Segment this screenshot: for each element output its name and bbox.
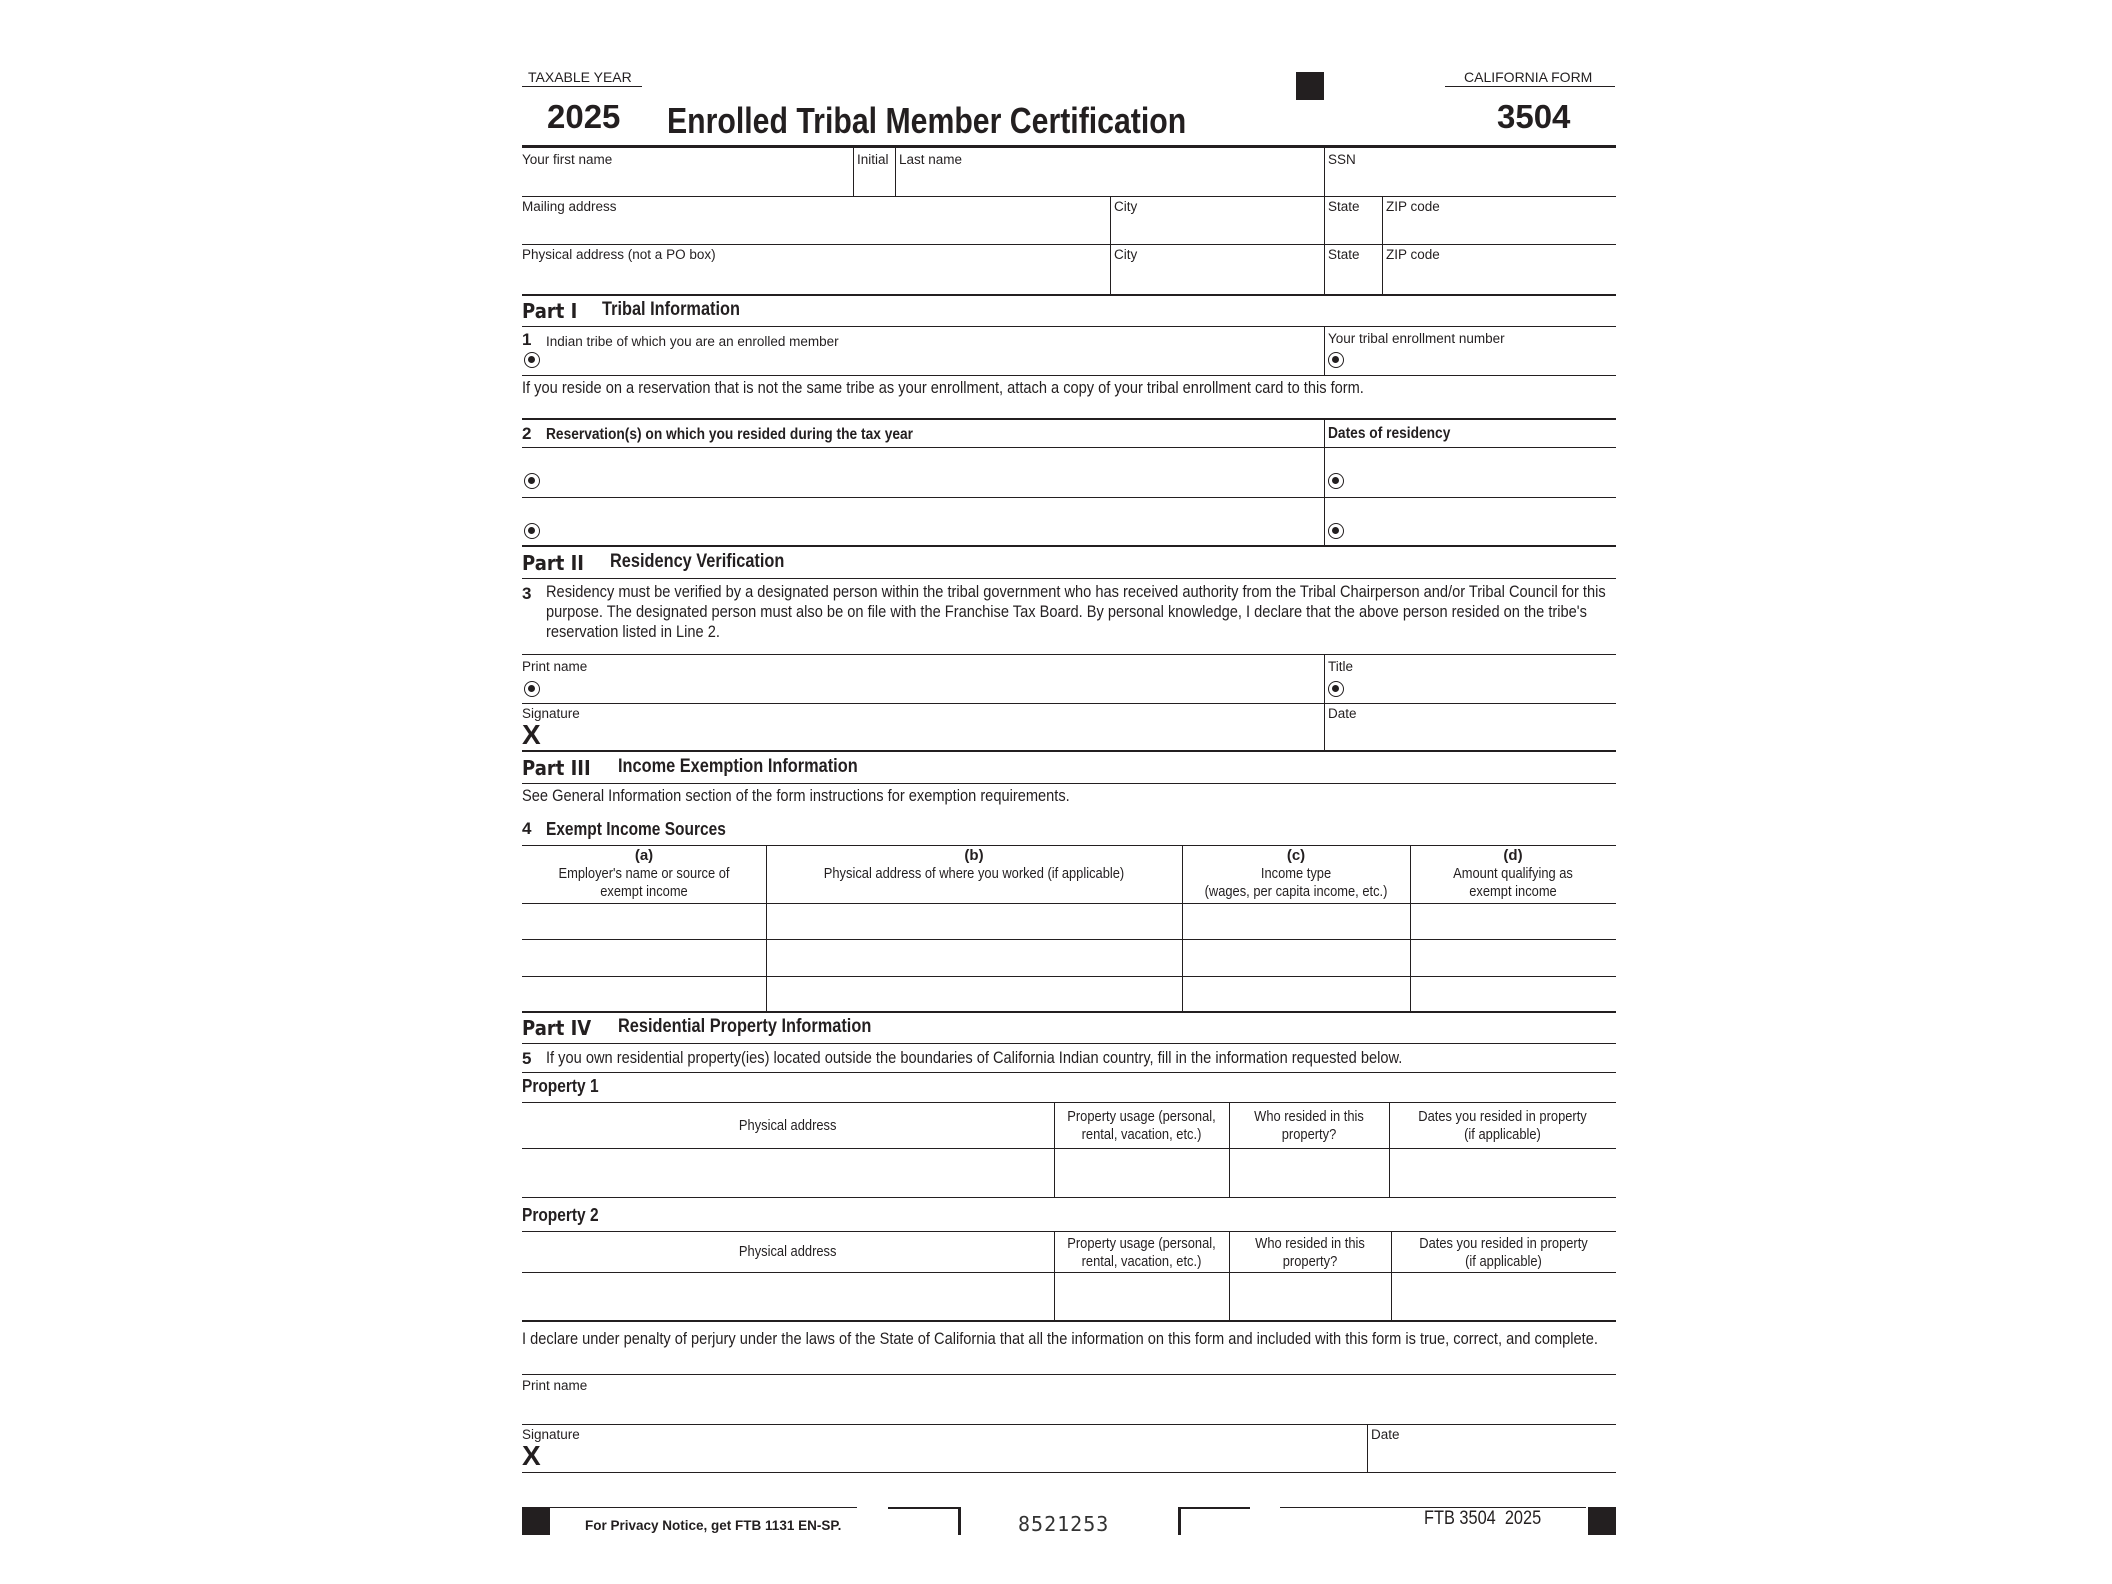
row-rule bbox=[522, 845, 1616, 846]
row-rule bbox=[522, 326, 1616, 327]
col-a-line2: exempt income bbox=[600, 883, 688, 900]
income-2-type-field[interactable] bbox=[1186, 945, 1410, 971]
crop-mark bbox=[1178, 1507, 1181, 1535]
line4-label: Exempt Income Sources bbox=[546, 819, 726, 839]
divider bbox=[1054, 1102, 1055, 1198]
income-3-amount-field[interactable] bbox=[1414, 982, 1616, 1008]
registration-mark-bottom-left bbox=[522, 1507, 550, 1535]
residency-dates-1-field[interactable] bbox=[1352, 469, 1614, 495]
section-rule bbox=[522, 418, 1616, 420]
divider bbox=[1367, 1424, 1368, 1472]
p1-usage-header: Property usage (personal, rental, vacation, etc.) bbox=[1067, 1108, 1216, 1143]
crop-mark bbox=[888, 1507, 960, 1509]
row-rule bbox=[522, 447, 1616, 448]
last-name-label: Last name bbox=[899, 152, 963, 167]
line2-label: Reservation(s) on which you resided during the tax year bbox=[546, 426, 914, 443]
physical-zip-label: ZIP code bbox=[1386, 247, 1440, 262]
reservation-2-radio[interactable] bbox=[524, 523, 540, 539]
divider bbox=[1110, 196, 1111, 244]
residency-dates-1-radio[interactable] bbox=[1328, 473, 1344, 489]
form-title: Enrolled Tribal Member Certification bbox=[667, 100, 1187, 141]
row-rule bbox=[522, 1231, 1616, 1232]
p2-usage-header: Property usage (personal, rental, vacation, etc.) bbox=[1067, 1235, 1216, 1270]
section-rule bbox=[522, 294, 1616, 296]
physical-address-label: Physical address (not a PO box) bbox=[522, 247, 716, 262]
col-d-line2: exempt income bbox=[1469, 883, 1557, 900]
property-1-dates-field[interactable] bbox=[1393, 1160, 1616, 1188]
part3-note: See General Information section of the form instructions for exemption requirements. bbox=[522, 786, 1070, 805]
part1-tag: Part I bbox=[522, 299, 578, 323]
declarant-print-name-label: Print name bbox=[522, 1378, 588, 1393]
california-form-rule bbox=[1445, 86, 1615, 87]
row-rule bbox=[522, 375, 1616, 376]
income-2-employer-field[interactable] bbox=[526, 945, 766, 971]
first-name-field[interactable] bbox=[524, 170, 854, 196]
col-d-header bbox=[1410, 847, 1616, 901]
tax-year: 2025 bbox=[547, 98, 621, 135]
verifier-print-name-label: Print name bbox=[522, 659, 588, 674]
verifier-title-radio[interactable] bbox=[1328, 681, 1344, 697]
line4-number: 4 bbox=[522, 819, 532, 838]
mailing-state-field[interactable] bbox=[1330, 218, 1384, 244]
property-1-address-field[interactable] bbox=[526, 1160, 1054, 1188]
ssn-label: SSN bbox=[1328, 152, 1356, 167]
income-2-amount-field[interactable] bbox=[1414, 945, 1616, 971]
line2-number: 2 bbox=[522, 424, 532, 443]
col-a-line1: Employer's name or source of bbox=[558, 865, 730, 882]
income-1-address-field[interactable] bbox=[770, 909, 1182, 935]
declarant-date-label: Date bbox=[1371, 1427, 1400, 1442]
divider bbox=[1410, 845, 1411, 1012]
income-3-type-field[interactable] bbox=[1186, 982, 1410, 1008]
col-d-letter: (d) bbox=[1503, 847, 1523, 864]
income-1-employer-field[interactable] bbox=[526, 909, 766, 935]
line3-number: 3 bbox=[522, 584, 532, 603]
income-3-employer-field[interactable] bbox=[526, 982, 766, 1008]
col-c-line1: Income type bbox=[1260, 865, 1332, 882]
col-b-header bbox=[766, 847, 1182, 883]
divider bbox=[1324, 654, 1325, 750]
first-name-label: Your first name bbox=[522, 152, 613, 167]
row-rule bbox=[522, 578, 1616, 579]
row-rule bbox=[522, 1102, 1616, 1103]
taxable-year-label: TAXABLE YEAR bbox=[528, 69, 632, 85]
residency-dates-2-radio[interactable] bbox=[1328, 523, 1344, 539]
verifier-signature-x: X bbox=[522, 719, 541, 750]
residency-dates-2-field[interactable] bbox=[1352, 519, 1614, 545]
p1-address-header: Physical address bbox=[739, 1117, 837, 1134]
verifier-signature-field[interactable] bbox=[552, 722, 1316, 748]
row-rule bbox=[522, 1043, 1616, 1044]
p2-address-header: Physical address bbox=[739, 1243, 837, 1260]
barcode-number: 8521253 bbox=[1018, 1512, 1110, 1536]
verifier-print-name-field[interactable] bbox=[548, 677, 1312, 703]
part2-title: Residency Verification bbox=[610, 551, 785, 572]
verifier-date-label: Date bbox=[1328, 706, 1357, 721]
col-c-line2: (wages, per capita income, etc.) bbox=[1204, 883, 1388, 900]
declarant-signature-x: X bbox=[522, 1440, 541, 1471]
verifier-signature-label: Signature bbox=[522, 706, 580, 721]
p1-who-header: Who resided in this property? bbox=[1254, 1108, 1364, 1143]
part3-title: Income Exemption Information bbox=[618, 756, 858, 777]
col-a-header bbox=[522, 847, 766, 901]
declaration-text: I declare under penalty of perjury under the laws of the State of California that all the information on this form and included with this form is true, correct, and complete. bbox=[522, 1329, 1598, 1348]
form-number: 3504 bbox=[1497, 98, 1571, 135]
divider bbox=[1324, 418, 1325, 546]
col-b-line1: Physical address of where you worked (if applicable) bbox=[823, 865, 1125, 882]
table-row-rule bbox=[522, 939, 1616, 940]
ssn-field[interactable] bbox=[1330, 170, 1614, 196]
p1-dates-header: Dates you resided in property (if applicable) bbox=[1418, 1108, 1587, 1143]
registration-mark-top bbox=[1296, 72, 1324, 100]
crop-mark bbox=[1178, 1507, 1250, 1509]
income-3-address-field[interactable] bbox=[770, 982, 1182, 1008]
part4-title: Residential Property Information bbox=[618, 1016, 872, 1037]
section-rule bbox=[522, 545, 1616, 547]
declarant-print-name-field[interactable] bbox=[524, 1396, 1614, 1424]
reservation-2-field[interactable] bbox=[548, 519, 1312, 545]
row-rule bbox=[522, 703, 1616, 704]
col-a-letter: (a) bbox=[634, 847, 654, 864]
row-rule bbox=[522, 1148, 1616, 1149]
part1-title: Tribal Information bbox=[602, 299, 740, 320]
row-rule bbox=[522, 903, 1616, 904]
mailing-zip-label: ZIP code bbox=[1386, 199, 1440, 214]
last-name-field[interactable] bbox=[900, 170, 1324, 196]
divider bbox=[1054, 1231, 1055, 1321]
divider bbox=[1324, 326, 1325, 376]
verifier-title-label: Title bbox=[1328, 659, 1354, 674]
section-rule bbox=[522, 1011, 1616, 1013]
table-row-rule bbox=[522, 976, 1616, 977]
p2-dates-header: Dates you resided in property (if applicable) bbox=[1419, 1235, 1588, 1270]
divider bbox=[1324, 196, 1325, 244]
declarant-date-field[interactable] bbox=[1373, 1443, 1614, 1469]
line1-label: Indian tribe of which you are an enrolled member bbox=[546, 334, 839, 349]
mailing-state-label: State bbox=[1328, 199, 1360, 214]
row-rule bbox=[522, 196, 1616, 197]
section-rule bbox=[522, 750, 1616, 752]
form-id: FTB 3504 2025 bbox=[1424, 1508, 1542, 1529]
row-rule bbox=[522, 1472, 1616, 1473]
col-c-header bbox=[1182, 847, 1410, 901]
california-form-label: CALIFORNIA FORM bbox=[1464, 69, 1593, 85]
part2-tag: Part II bbox=[522, 551, 585, 575]
row-rule bbox=[522, 783, 1616, 784]
income-1-amount-field[interactable] bbox=[1414, 909, 1616, 935]
col-c-letter: (c) bbox=[1286, 847, 1306, 864]
enrollment-number-label: Your tribal enrollment number bbox=[1328, 331, 1505, 346]
line5-number: 5 bbox=[522, 1049, 532, 1068]
property-2-label: Property 2 bbox=[522, 1205, 599, 1225]
row-rule bbox=[522, 1272, 1616, 1273]
initial-field[interactable] bbox=[858, 170, 896, 196]
crop-mark bbox=[958, 1507, 961, 1535]
line3-text: Residency must be verified by a designated person within the tribal government who has received authority from the Tribal Chairperson and/or Tribal Council for this purpose. The designated person must also be on file with the Franchise Tax Board. By personal knowledge, I declare that the above person resided on the tribe's reservation listed in Line 2. bbox=[546, 582, 1606, 641]
privacy-notice: For Privacy Notice, get FTB 1131 EN-SP. bbox=[585, 1518, 842, 1533]
row-rule bbox=[522, 497, 1616, 498]
section-rule bbox=[522, 1320, 1616, 1322]
verifier-date-field[interactable] bbox=[1330, 722, 1614, 748]
reservation-1-field[interactable] bbox=[548, 469, 1312, 495]
declarant-signature-label: Signature bbox=[522, 1427, 580, 1442]
divider bbox=[1391, 1231, 1392, 1321]
divider bbox=[1382, 196, 1383, 244]
physical-zip-field[interactable] bbox=[1388, 266, 1614, 292]
mailing-address-field[interactable] bbox=[524, 218, 1108, 244]
property-1-resident-field[interactable] bbox=[1233, 1160, 1389, 1188]
divider bbox=[1182, 845, 1183, 1012]
tribe-radio[interactable] bbox=[524, 352, 540, 368]
income-2-address-field[interactable] bbox=[770, 945, 1182, 971]
taxable-year-rule bbox=[522, 86, 642, 87]
line1-number: 1 bbox=[522, 330, 532, 349]
row-rule bbox=[522, 1197, 1616, 1198]
divider bbox=[1110, 244, 1111, 294]
declarant-signature-field[interactable] bbox=[552, 1443, 1356, 1469]
verifier-title-field[interactable] bbox=[1352, 677, 1614, 703]
registration-mark-bottom-right bbox=[1588, 1507, 1616, 1535]
property-1-label: Property 1 bbox=[522, 1076, 599, 1096]
footer-rule bbox=[522, 1507, 857, 1508]
divider bbox=[853, 148, 854, 196]
col-b-letter: (b) bbox=[964, 847, 984, 864]
physical-city-label: City bbox=[1114, 247, 1138, 262]
divider bbox=[1229, 1102, 1230, 1198]
divider bbox=[1324, 148, 1325, 196]
mailing-zip-field[interactable] bbox=[1388, 218, 1614, 244]
part4-tag: Part IV bbox=[522, 1016, 592, 1040]
enrollment-radio[interactable] bbox=[1328, 352, 1344, 368]
divider bbox=[1229, 1231, 1230, 1321]
divider bbox=[766, 845, 767, 1012]
row-rule bbox=[522, 244, 1616, 245]
property-1-usage-field[interactable] bbox=[1058, 1160, 1229, 1188]
part3-tag: Part III bbox=[522, 756, 591, 780]
property-2-usage-field[interactable] bbox=[1058, 1283, 1229, 1311]
mailing-city-label: City bbox=[1114, 199, 1138, 214]
divider bbox=[1389, 1102, 1390, 1198]
enrollment-number-field[interactable] bbox=[1352, 349, 1614, 375]
property-2-dates-field[interactable] bbox=[1395, 1283, 1616, 1311]
income-1-type-field[interactable] bbox=[1186, 909, 1410, 935]
physical-state-label: State bbox=[1328, 247, 1360, 262]
reservation-1-radio[interactable] bbox=[524, 473, 540, 489]
col-d-line1: Amount qualifying as bbox=[1453, 865, 1573, 882]
mailing-address-label: Mailing address bbox=[522, 199, 617, 214]
verifier-name-radio[interactable] bbox=[524, 681, 540, 697]
row-rule bbox=[522, 1072, 1616, 1073]
tribe-field[interactable] bbox=[548, 349, 1312, 375]
divider bbox=[895, 148, 896, 196]
divider bbox=[1382, 244, 1383, 294]
physical-city-field[interactable] bbox=[1116, 266, 1324, 292]
physical-address-field[interactable] bbox=[524, 266, 1108, 292]
line5-text: If you own residential property(ies) located outside the boundaries of California Indian country, fill in the information requested below. bbox=[546, 1048, 1403, 1067]
row-rule bbox=[522, 1424, 1616, 1425]
part1-note: If you reside on a reservation that is not the same tribe as your enrollment, attach a copy of your tribal enrollment card to this form. bbox=[522, 378, 1364, 397]
mailing-city-field[interactable] bbox=[1116, 218, 1324, 244]
dates-of-residency-label: Dates of residency bbox=[1328, 425, 1451, 442]
header-rule bbox=[522, 145, 1616, 148]
row-rule bbox=[522, 1374, 1616, 1375]
row-rule bbox=[522, 654, 1616, 655]
divider bbox=[1324, 244, 1325, 294]
physical-state-field[interactable] bbox=[1330, 266, 1384, 292]
initial-label: Initial bbox=[857, 152, 889, 167]
property-2-resident-field[interactable] bbox=[1233, 1283, 1391, 1311]
property-2-address-field[interactable] bbox=[526, 1283, 1054, 1311]
p2-who-header: Who resided in this property? bbox=[1255, 1235, 1365, 1270]
